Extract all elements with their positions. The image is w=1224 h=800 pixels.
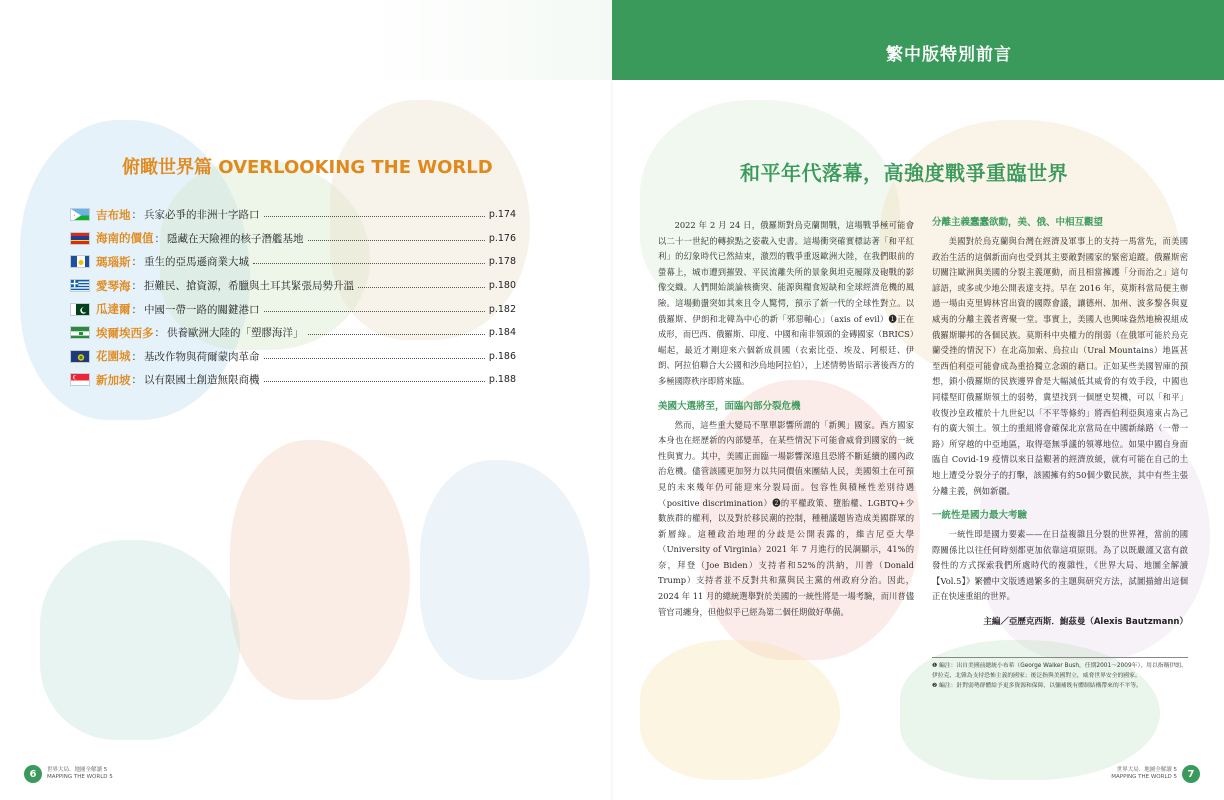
- toc-desc: 隱藏在天險裡的核子潛艦基地: [167, 232, 304, 245]
- right-folio: [1106, 765, 1200, 783]
- editor-signature: 主編／亞歷克西斯．鮑茲曼（Alexis Bautzmann）: [983, 617, 1188, 628]
- header-title: 繁中版特別前言: [886, 45, 1012, 65]
- toc-leader: [264, 381, 485, 382]
- toc-leader: [253, 263, 485, 264]
- toc-colon: ：: [131, 209, 142, 222]
- toc-row[interactable]: [70, 321, 516, 345]
- toc-desc: 基改作物與荷爾蒙肉革命: [144, 350, 260, 363]
- toc-place: 新加坡: [96, 372, 131, 387]
- toc-page: p.178: [488, 256, 516, 268]
- footnotes: [932, 657, 1188, 691]
- toc-row[interactable]: [70, 203, 516, 227]
- toc-desc: 中國一帶一路的關鍵港口: [144, 303, 260, 316]
- toc-colon: ：: [131, 374, 142, 387]
- toc-desc: 供養歐洲大陸的「塑膠海洋」: [167, 327, 304, 340]
- djibouti-flag-icon: [70, 208, 90, 221]
- footnote-number: ❷: [932, 683, 938, 689]
- page-number: 6: [24, 765, 42, 783]
- article-column-left: [658, 218, 914, 620]
- garden-city-flag-icon: [70, 350, 90, 363]
- paragraph: 2022 年 2 月 24 日，俄羅斯對烏克蘭開戰，這場戰爭極可能會以二十一世紀的轉捩點之姿載入史書。這場衝突確實標誌著「和平紅利」的幻象時代已然結束，激烈的戰爭重返歐洲大陸，在我們眼前的螢幕上，城市遭到摧毀、平民流離失所的景象與坦克履隊及砲戰的影像交織。人們開始談論核衝突、能源與糧食短缺和全球經濟危機的風險。這場動盪突如其來且令人驚愕，預示了新一代的全球性對立。以俄羅斯、伊朗和北韓為中心的新「邪惡軸心」（axis of evil）❶正在成形，而巴西、俄羅斯、印度、中國和南非領頭的金磚國家（BRICS）崛起，最近才剛迎來六個新成員國（衣索比亞、埃及、阿根廷、伊朗、阿拉伯聯合大公國和沙烏地阿拉伯），上述情勢皆昭示著後西方的多極國際秩序即將來臨。: [658, 220, 914, 386]
- section-title: 俯瞰世界篇 OVERLOOKING THE WORLD: [122, 157, 493, 178]
- toc-place: 瑪瑙斯: [96, 254, 131, 269]
- toc-place: 花園城: [96, 349, 131, 364]
- toc-leader: [264, 358, 485, 359]
- left-folio: [24, 765, 118, 783]
- folio-title: 世界大局．地圖全解讀 5: [47, 767, 108, 773]
- footnote: [932, 681, 1188, 691]
- pakistan-flag-icon: [70, 303, 90, 316]
- subheading: 一統性是國力最大考驗: [932, 510, 1028, 522]
- toc-place: 愛琴海: [96, 278, 131, 293]
- toc-place: 瓜達爾: [96, 302, 131, 317]
- toc-place: 埃爾埃西多: [96, 325, 154, 340]
- china-flag-icon: [70, 232, 90, 245]
- paragraph: 然而，這些重大變局不單單影響所謂的「新興」國家。西方國家本身也在經歷新的內部變革，在某些情況下可能會威脅到國家的一統性與實力。其中，美國正面臨一場影響深遠且恐將不斷延續的國內政治危機。儘管該國更加努力以共同價值來團結人民，美國領土在可預見的未來幾年仍可能迎來分裂局面。包容性與積極性差別待遇（positive discrimination）❷的平權政策、墮胎權、LGBTQ+少數族群的權利，以及對於移民潮的控制，種種議題皆造成美國群眾的新層綠。這種政治地理的分歧是公開表露的，維吉尼亞大學（University of Virginia）2021 年 7 月進行的民調顯示，41%的奈，拜登（Joe Biden）支持者和52%的洪納，川普（Donald Trump）支持者並不反對共和黨與民主黨的州政府分治。因此，2024 年 11 月的總統選舉對於美國的一統性將是一場考驗，而川普儘管官司纏身，但他似乎已經為第二個任期做好準備。: [658, 419, 914, 617]
- left-page-header: [0, 0, 612, 80]
- manaus-flag-icon: [70, 255, 90, 268]
- toc-colon: ：: [131, 350, 142, 363]
- toc-page: p.174: [488, 209, 516, 221]
- subheading: 分離主義蠢蠢欲動，美、俄、中相互觀望: [932, 217, 1104, 228]
- toc-desc: 拒難民、搶資源，希臘與土耳其緊張局勢升溫: [144, 280, 354, 293]
- toc-desc: 以有限國土創造無限商機: [144, 374, 260, 387]
- toc-page: p.186: [488, 350, 516, 362]
- toc-leader: [308, 334, 485, 335]
- folio-subtitle: MAPPING THE WORLD 5: [47, 774, 113, 780]
- toc-row[interactable]: [70, 345, 516, 369]
- footnote-text: 編注：出自美國前總統小布希（George Walker Bush，任期2001～2009年），用以指稱伊朗、伊拉克、北韓為支持恐怖主義的國家；後泛指與美國對立，威脅世界安全的國家。: [932, 663, 1187, 679]
- footnote-number: ❶: [932, 663, 938, 669]
- footnote: [932, 661, 1188, 681]
- toc-page: p.180: [488, 280, 516, 292]
- toc-colon: ：: [131, 280, 142, 293]
- toc-row[interactable]: [70, 274, 516, 298]
- folio-subtitle: MAPPING THE WORLD 5: [1111, 774, 1177, 780]
- toc-page: p.184: [488, 327, 516, 339]
- page-gutter: [611, 0, 613, 800]
- toc-desc: 重生的亞馬遜商業大城: [144, 256, 249, 269]
- toc-page: p.182: [488, 303, 516, 315]
- folio-text: [1111, 767, 1177, 781]
- subheading: 美國大選將至，面臨內部分裂危機: [658, 400, 801, 412]
- toc-row[interactable]: [70, 368, 516, 392]
- toc-leader: [358, 287, 485, 288]
- toc-row[interactable]: [70, 227, 516, 251]
- singapore-flag-icon: [70, 373, 90, 386]
- table-of-contents: [70, 203, 516, 392]
- footnote-text: 編注：針對弱勢群體給予更多資源和保障，以彌補既有體制結構帶來的不平等。: [939, 683, 1142, 689]
- toc-colon: ：: [131, 256, 142, 269]
- toc-place: 吉布地: [96, 207, 131, 222]
- toc-leader: [264, 311, 485, 312]
- toc-place: 海南的價值: [96, 231, 154, 246]
- folio-title: 世界大局．地圖全解讀 5: [1116, 767, 1177, 773]
- toc-colon: ：: [131, 303, 142, 316]
- paragraph: 美國對於烏克蘭與台灣在經濟及軍事上的支持一馬當先，而美國政治生活的這個新面向也受到其主要敵對國家的緊密追蹤。俄羅斯密切關注歐洲與美國的分裂主義運動，而且相當擁護「分而治之」這句諺語，或多或少地公開表達支持。早在 2016 年，莫斯科當局便主辦過一場由克里姆林宮出資的國際會議，讓德州、加州、波多黎各與夏威夷的分離主義者齊聚一堂。事實上，美國人也興味盎然地檢視組成俄羅斯聯邦的各個民族。莫斯科中央權力的削弱（在俄軍可能於烏克蘭受挫的情況下）在北高加索、烏拉山（Ural Mountains）地區甚至西伯利亞可能會成為重拾獨立念頭的藉口。正如某些美國智庫的預想，鎖小俄羅斯的民族邊界會是大幅減低其威脅的有效手段，中國也同樣堅盯俄羅斯領土的弱勢，冀望找到一個歷史契機，可以「和平」收復沙皇政權於十九世紀以「不平等條約」將西伯利亞與遠東占為己有的廣大領土。領土的重組將會確保北京當局在中國新絲路（一帶一路）所穿越的中亞地區，取得毫無爭議的領導地位。如果中國自身面臨自 Covid-19 疫情以來日益艱著的經濟放緩，就有可能在自己的土地上遭受分裂分子的打擊，該國擁有約50個少數民族，其中有些主張分離主義，例如新疆。: [932, 236, 1188, 496]
- el-ejido-flag-icon: [70, 326, 90, 339]
- toc-colon: ：: [154, 232, 165, 245]
- toc-page: p.176: [488, 232, 516, 244]
- folio-text: [47, 767, 113, 781]
- toc-page: p.188: [488, 374, 516, 386]
- toc-row[interactable]: [70, 250, 516, 274]
- toc-leader: [308, 240, 485, 241]
- page-number: 7: [1182, 765, 1200, 783]
- toc-desc: 兵家必爭的非洲十字路口: [144, 209, 260, 222]
- toc-row[interactable]: [70, 297, 516, 321]
- greece-flag-icon: [70, 279, 90, 292]
- toc-leader: [264, 216, 485, 217]
- article-column-right: [932, 214, 1188, 627]
- toc-colon: ：: [154, 327, 165, 340]
- paragraph: 一統性即是國力要素——在日益複雜且分裂的世界裡，當前的國際關係比以往任何時刻都更加依靠這項原則。為了以既嚴謹又富有啟發性的方式探索我們所處時代的複雜性，《世界大局、地圖全解讀【Vol.5】》繁體中文版透過繁多的主題與研究方法，試圖描繪出這個正在快速重組的世界。: [932, 529, 1188, 602]
- article-title: 和平年代落幕，高強度戰爭重臨世界: [740, 161, 1068, 185]
